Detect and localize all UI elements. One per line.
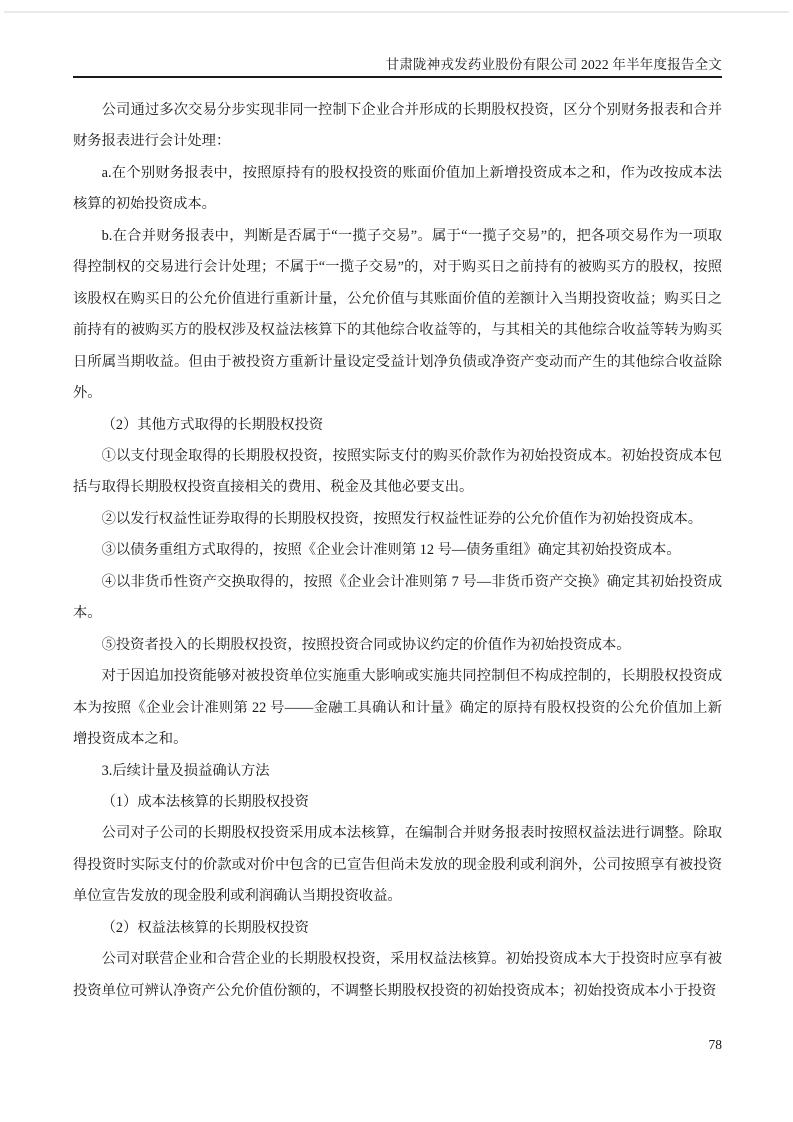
paragraph: 对于因追加投资能够对被投资单位实施重大影响或实施共同控制但不构成控制的，长期股权投资成本为按照《企业会计准则第 22 号——金融工具确认和计量》确定的原持有股权投资的公允价值加上新增投资成本之和。: [73, 668, 722, 748]
paragraph: 公司对联营企业和合营企业的长期股权投资，采用权益法核算。初始投资成本大于投资时应享有被投资单位可辨认净资产公允价值份额的，不调整长期股权投资的初始投资成本；初始投资成本小于投资: [73, 951, 722, 999]
paragraph: （2）权益法核算的长期股权投资: [101, 919, 309, 936]
paragraph: 公司对子公司的长期股权投资采用成本法核算，在编制合并财务报表时按照权益法进行调整。除取得投资时实际支付的价款或对价中包含的已宣告但尚未发放的现金股利或利润外，公司按照享有被投资单位宣告发放的现金股利或利润确认当期投资收益。: [73, 825, 722, 905]
paragraph: ①以支付现金取得的长期股权投资，按照实际支付的购买价款作为初始投资成本。初始投资成本包括与取得长期股权投资直接相关的费用、税金及其他必要支出。: [73, 447, 722, 496]
paragraph: 3.后续计量及损益确认方法: [101, 762, 270, 779]
document-body: [73, 95, 722, 1007]
paragraph: 公司通过多次交易分步实现非同一控制下企业合并形成的长期股权投资，区分个别财务报表和合并财务报表进行会计处理：: [73, 102, 722, 150]
paragraph: ③以债务重组方式取得的，按照《企业会计准则第 12 号—债务重组》确定其初始投资成本。: [101, 542, 681, 559]
paragraph: a.在个别财务报表中，按照原持有的股权投资的账面价值加上新增投资成本之和，作为改按成本法核算的初始投资成本。: [73, 164, 722, 213]
paragraph: （2）其他方式取得的长期股权投资: [101, 416, 324, 433]
paragraph: ⑤投资者投入的长期股权投资，按照投资合同或协议约定的价值作为初始投资成本。: [101, 636, 631, 653]
paragraph: ②以发行权益性证券取得的长期股权投资，按照发行权益性证券的公允价值作为初始投资成本。: [101, 510, 703, 527]
report-title: 甘肃陇神戎发药业股份有限公司 2022 年半年度报告全文: [385, 57, 722, 72]
paragraph: ④以非货币性资产交换取得的，按照《企业会计准则第 7 号—非货币资产交换》确定其初始投资成本。: [73, 573, 722, 622]
paragraph: b.在合并财务报表中，判断是否属于“一揽子交易”。属于“一揽子交易”的，把各项交易作为一项取得控制权的交易进行会计处理；不属于“一揽子交易”的，对于购买日之前持有的被购买方的股权，按照该股权在购买日的公允价值进行重新计量，公允价值与其账面价值的差额计入当期投资收益；购买日之前持有的被购买方的股权涉及权益法核算下的其他综合收益等的，与其相关的其他综合收益等转为购买日所属当期收益。但由于被投资方重新计量设定受益计划净负债或净资产变动而产生的其他综合收益除外。: [73, 227, 722, 402]
page-footer: [73, 1037, 722, 1053]
page-number: 78: [708, 1037, 722, 1052]
page-header: [73, 57, 722, 78]
paragraph: （1）成本法核算的长期股权投资: [101, 793, 309, 810]
scan-artifact-line: [4, 11, 789, 13]
